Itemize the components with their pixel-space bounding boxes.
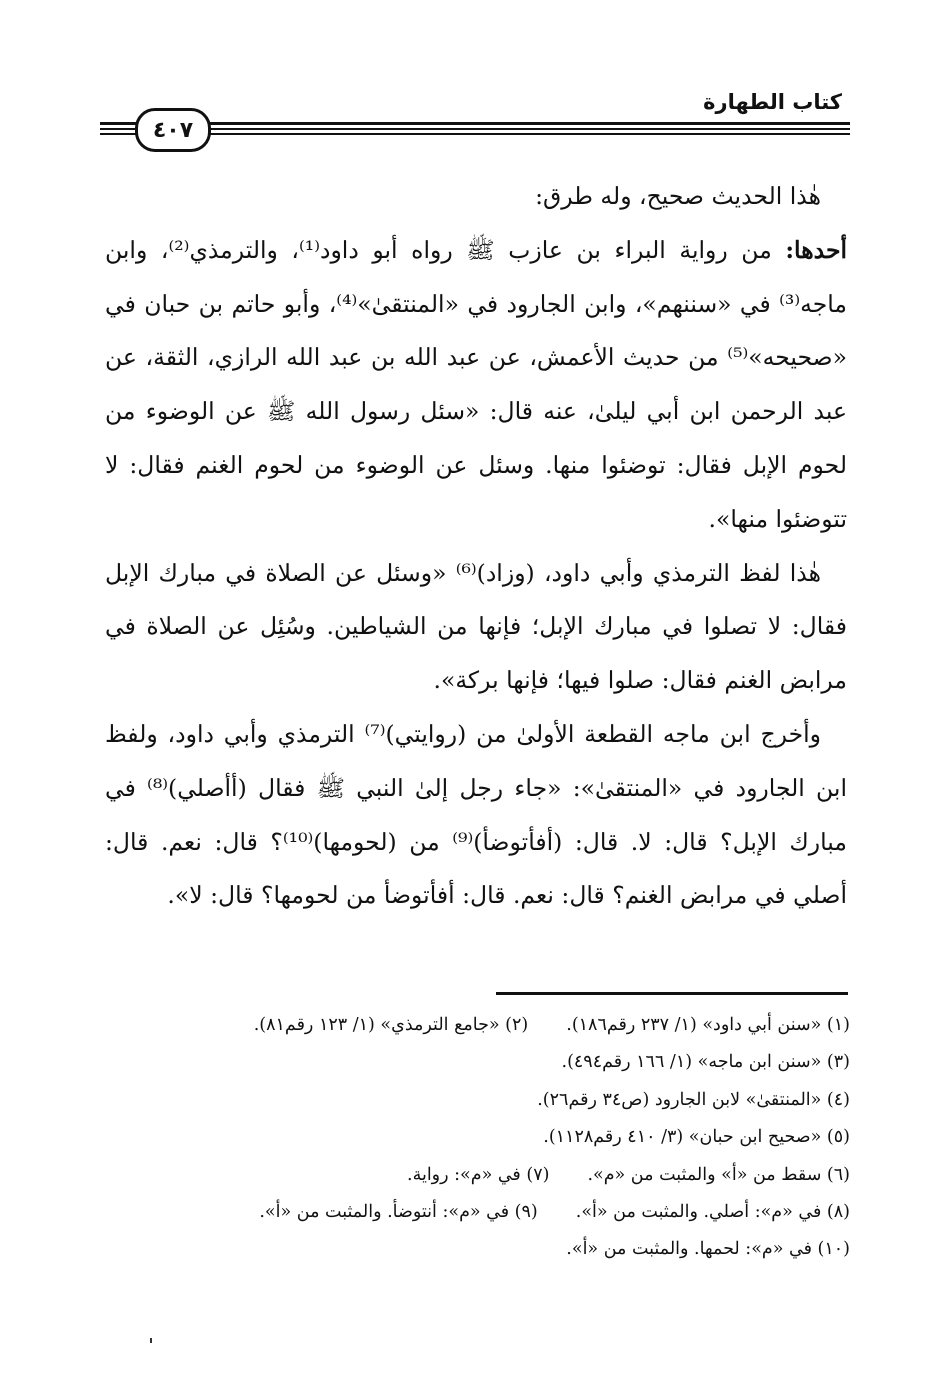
footnote-divider — [496, 992, 848, 995]
footnote: (٥) «صحيح ابن حبان» (٣/ ٤١٠ رقم١١٢٨). — [543, 1127, 850, 1148]
footnote: (١) «سنن أبي داود» (١/ ٢٣٧ رقم١٨٦). — [566, 1015, 850, 1035]
footnote: (٣) «سنن ابن ماجه» (١/ ١٦٦ رقم٤٩٤). — [561, 1052, 850, 1073]
header-rule — [100, 122, 850, 125]
footnote: (٢) «جامع الترمذي» (١/ ١٢٣ رقم٨١). — [253, 1015, 529, 1035]
paragraph: هٰذا الحديث صحيح، وله طرق: — [535, 182, 821, 210]
paragraph: وأخرج ابن ماجه القطعة الأولىٰ من (روايتي)⁽⁷⁾ الترمذي وأبي داود، ولفظ ابن الجارود في «المنتقىٰ»: «جاء رجل إلىٰ النبي ﷺ فقال (أأصلي)⁽⁸⁾ في مبارك الإبل؟ قال: لا. قال: (أفأتوضأ)⁽⁹⁾ من (لحومها)⁽¹⁰⁾؟ قال: نعم. قال: أصلي في مرابض الغنم؟ قال: نعم. قال: أفأتوضأ من لحومها؟ قال: لا». — [105, 719, 847, 910]
book-title: كتاب الطهارة — [703, 90, 842, 114]
page-number: ٤٠٧ — [135, 108, 211, 152]
paragraph-text: من رواية البراء بن عازب ﷺ رواه أبو داود⁽¹⁾، والترمذي⁽²⁾، وابن ماجه⁽³⁾ في «سننهم»، وابن الجارود في «المنتقىٰ»⁽⁴⁾، وأبو حاتم بن حبان في «صحيحه»⁽⁵⁾ من حديث الأعمش، عن عبد الله بن عبد الله الرازي، الثقة، عن عبد الرحمن ابن أبي ليلىٰ، عنه قال: «سئل رسول الله ﷺ عن الوضوء من لحوم الإبل فقال: توضئوا منها. وسئل عن الوضوء من لحوم الغنم فقال: لا تتوضئوا منها». — [105, 235, 847, 533]
page-header — [100, 88, 850, 148]
header-rule — [100, 133, 850, 135]
header-rule — [100, 128, 850, 130]
footnote: (٨) في «م»: أصلي. والمثبت من «أ». — [575, 1202, 850, 1223]
footnote-row — [105, 1231, 850, 1268]
footnote-row — [105, 1157, 850, 1194]
footnote-row — [105, 1194, 850, 1231]
footnote: (٧) في «م»: رواية. — [407, 1164, 550, 1185]
paragraph-lead: أحدها: — [785, 235, 847, 264]
footnote: (٩) في «م»: أنتوضأ. والمثبت من «أ». — [259, 1202, 538, 1223]
footnote-row — [105, 1082, 850, 1119]
footnote: (٦) سقط من «أ» والمثبت من «م». — [587, 1164, 850, 1185]
footnotes — [105, 1007, 850, 1269]
footnote-row — [105, 1044, 850, 1081]
footnote: (٤) «المنتقىٰ» لابن الجارود (ص٣٤ رقم٢٦). — [537, 1089, 850, 1110]
paragraph: هٰذا لفظ الترمذي وأبي داود، (وزاد)⁽⁶⁾ «وسئل عن الصلاة في مبارك الإبل فقال: لا تصلوا في مبارك الإبل؛ فإنها من الشياطين. وسُئِل عن الصلاة في مرابض الغنم فقال: صلوا فيها؛ فإنها بركة». — [105, 558, 847, 695]
scan-speck — [150, 1338, 152, 1343]
main-text — [105, 170, 847, 923]
paragraph — [105, 224, 847, 547]
footnote-row — [105, 1119, 850, 1156]
footnote: (١٠) في «م»: لحمها. والمثبت من «أ». — [566, 1239, 850, 1260]
footnote-row — [105, 1007, 850, 1044]
